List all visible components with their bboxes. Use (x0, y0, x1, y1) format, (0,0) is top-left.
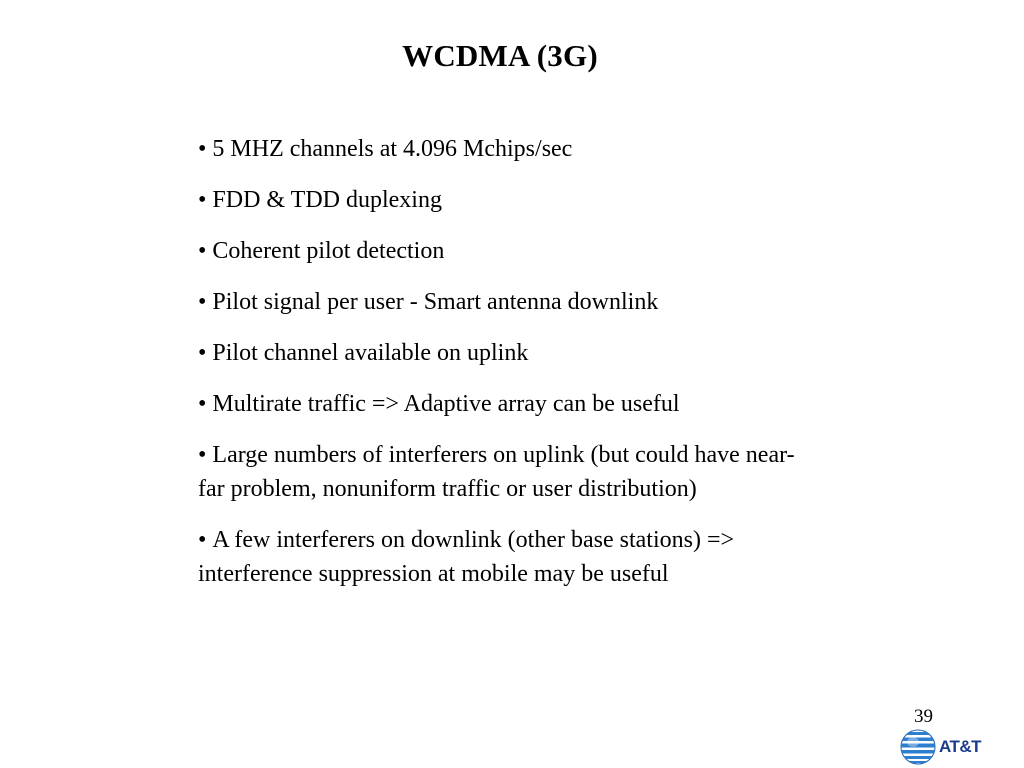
bullet-item (198, 523, 798, 591)
bullet-item (198, 438, 798, 506)
bullet-mark: • (198, 187, 207, 213)
bullet-mark: • (198, 442, 207, 468)
page-number: 39 (914, 706, 933, 727)
bullet-item (198, 336, 798, 370)
bullet-mark: • (198, 391, 207, 417)
bullet-mark: • (198, 340, 207, 366)
bullet-item (198, 285, 798, 319)
bullet-text: Pilot signal per user - Smart antenna downlink (212, 289, 659, 315)
bullet-text: FDD & TDD duplexing (212, 187, 442, 213)
bullet-text: Coherent pilot detection (212, 238, 445, 264)
bullet-text: Pilot channel available on uplink (212, 340, 529, 366)
bullet-text: 5 MHZ channels at 4.096 Mchips/sec (212, 136, 573, 162)
globe-icon (900, 729, 936, 765)
bullet-item (198, 132, 798, 166)
bullet-text: A few interferers on downlink (other base stations) => interference suppression at mobile may be useful (198, 527, 735, 587)
bullet-item (198, 387, 798, 421)
bullet-item (198, 183, 798, 217)
bullet-mark: • (198, 527, 207, 553)
bullet-mark: • (198, 136, 207, 162)
slide-title: WCDMA (3G) (402, 38, 598, 73)
att-logo (900, 729, 990, 765)
bullet-list (198, 132, 798, 608)
logo-text: AT&T (939, 737, 982, 756)
bullet-mark: • (198, 289, 207, 315)
bullet-text: Multirate traffic => Adaptive array can be useful (212, 391, 680, 417)
bullet-text: Large numbers of interferers on uplink (but could have near-far problem, nonuniform traffic or user distribution) (198, 442, 795, 502)
bullet-item (198, 234, 798, 268)
bullet-mark: • (198, 238, 207, 264)
